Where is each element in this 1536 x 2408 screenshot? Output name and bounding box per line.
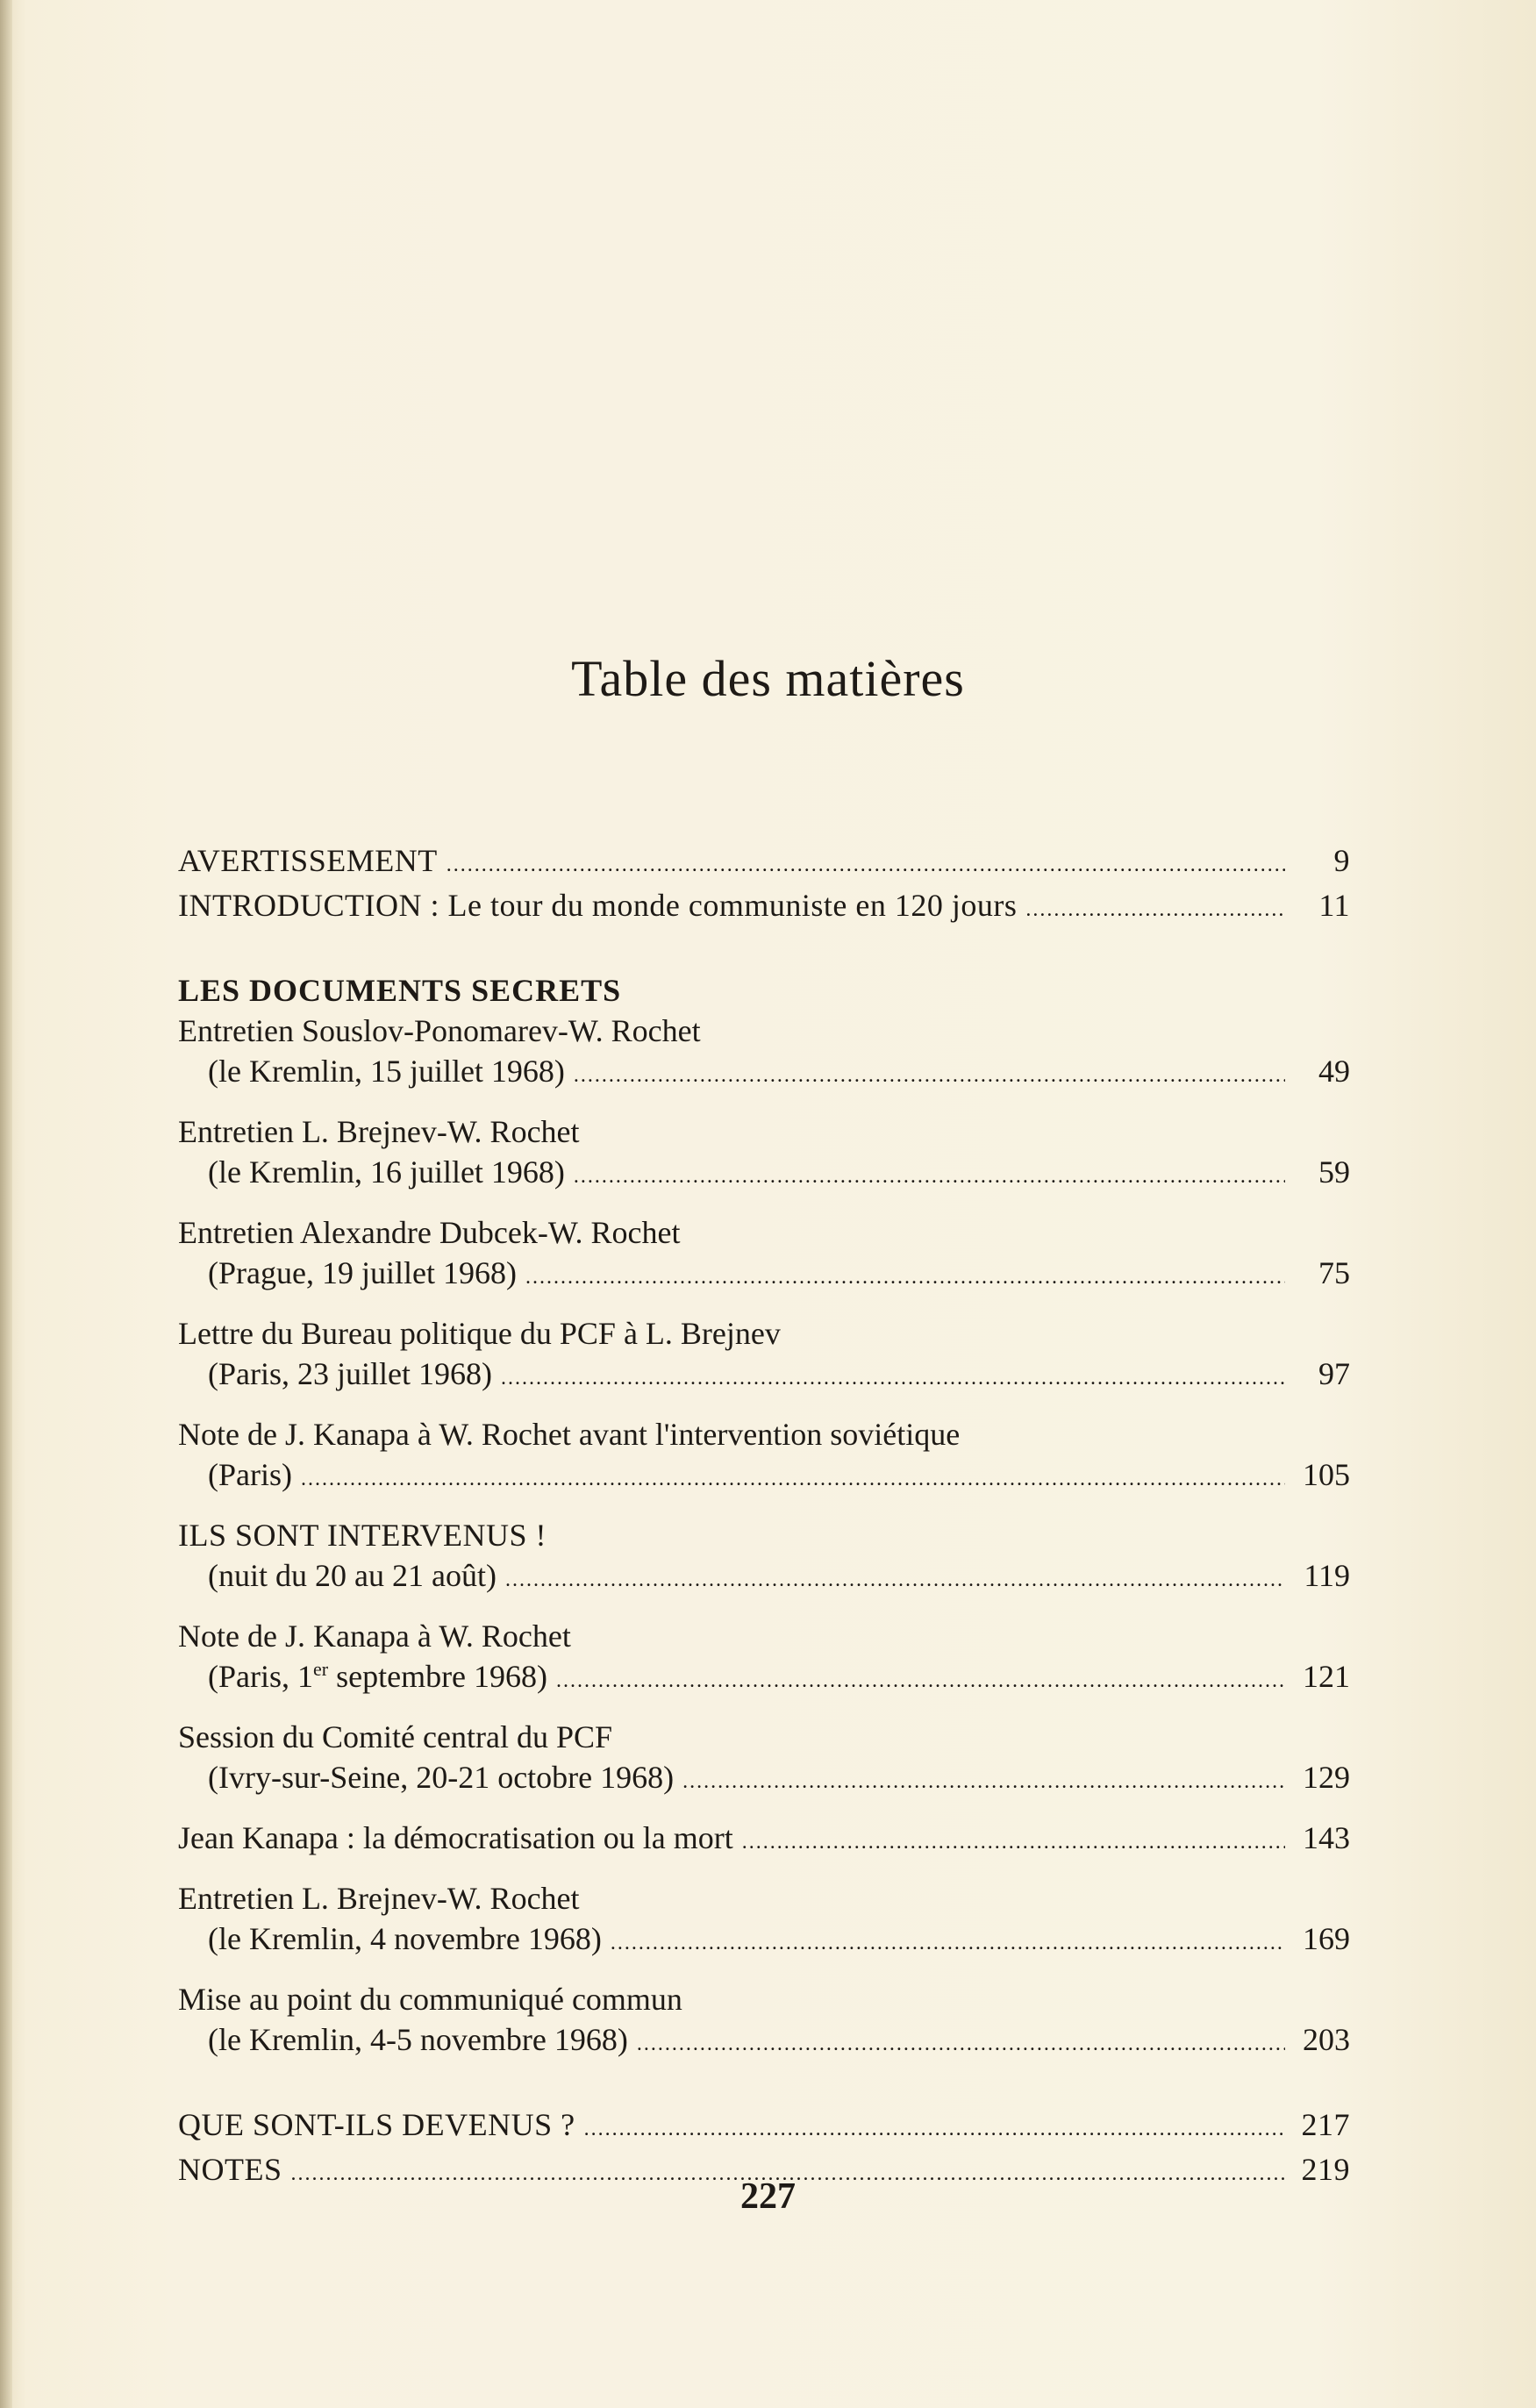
spacer [178,1802,1350,1818]
dot-leader [447,845,1285,885]
spacer [178,1398,1350,1414]
dot-leader [742,1822,1285,1862]
toc-entry [178,1354,1350,1398]
spacer [178,1499,1350,1515]
toc-label: NOTES [178,2152,282,2187]
toc-entry [178,1253,1350,1297]
ordinal-superscript: er [313,1658,329,1680]
toc-page-number: 105 [1303,1457,1350,1492]
toc-entry-subtitle: (Paris, 23 juillet 1968) [208,1356,492,1391]
toc-entry-subtitle: (Ivry-sur-Seine, 20-21 octobre 1968) [208,1760,675,1795]
toc-entry [178,2019,1350,2064]
toc-entry-title: Entretien L. Brejnev-W. Rochet [178,1114,580,1149]
toc-page-number: 169 [1303,1921,1350,1956]
spacer [178,930,1350,970]
toc-page-number: 59 [1318,1154,1350,1190]
toc-entry-title: Entretien Souslov-Ponomarev-W. Rochet [178,1013,701,1048]
toc-page-number: 97 [1318,1356,1350,1391]
toc-entry-title: Note de J. Kanapa à W. Rochet [178,1618,571,1654]
spacer [178,1701,1350,1717]
binding-edge [0,0,12,2408]
toc-entry-subtitle: (le Kremlin, 16 juillet 1968) [208,1154,565,1190]
toc-entry-subtitle: (nuit du 20 au 21 août) [208,1558,497,1593]
toc-entry-subtitle [178,1656,547,1697]
toc-entry-title: Lettre du Bureau politique du PCF à L. Brejnev [178,1316,781,1351]
toc-entry-title: Entretien L. Brejnev-W. Rochet [178,1881,580,1916]
page-title: Table des matières [571,650,965,707]
dot-leader [501,1358,1285,1398]
toc-page-number: 9 [1333,843,1350,878]
toc-page-number: 119 [1304,1558,1350,1593]
spacer [178,1297,1350,1313]
toc-entry-subtitle: (le Kremlin, 15 juillet 1968) [208,1054,565,1089]
dot-leader [556,1661,1285,1701]
toc-page-number: 121 [1303,1659,1350,1694]
dot-leader [1025,890,1285,930]
spacer [178,1096,1350,1111]
dot-leader [301,1459,1285,1499]
toc-entry [178,1454,1350,1499]
toc-entry-subtitle: (Prague, 19 juillet 1968) [208,1255,517,1290]
toc-entry-title: Entretien Alexandre Dubcek-W. Rochet [178,1215,681,1250]
toc-entry-avertissement [178,840,1350,885]
toc-entry [178,1919,1350,1963]
dot-leader [574,1156,1285,1197]
toc-page-number: 11 [1318,888,1350,923]
toc-entry [178,1818,1350,1862]
toc-page-number: 129 [1303,1760,1350,1795]
dot-leader [637,2024,1285,2064]
toc-entry [178,1555,1350,1600]
toc-page-number: 219 [1301,2152,1350,2187]
toc-entry [178,1757,1350,1802]
toc-page-number: 49 [1318,1054,1350,1089]
toc-page-number: 143 [1303,1820,1350,1855]
toc-page-number: 203 [1303,2022,1350,2057]
toc-entry-title: Session du Comité central du PCF [178,1719,612,1754]
dot-leader [584,2109,1285,2149]
toc-entry-title: Mise au point du communiqué commun [178,1982,682,2017]
toc-label: AVERTISSEMENT [178,843,438,878]
toc-entry-subtitle: (le Kremlin, 4 novembre 1968) [208,1921,602,1956]
toc-entry [178,1051,1350,1096]
toc-page-number: 217 [1301,2107,1350,2142]
dot-leader [505,1560,1285,1600]
toc-entry-title: ILS SONT INTERVENUS ! [178,1518,547,1553]
page-number: 227 [740,2176,796,2217]
toc-entry-subtitle: (Paris) [208,1457,292,1492]
spacer [178,1963,1350,1979]
toc-entry [178,1152,1350,1197]
toc-entry-title: Note de J. Kanapa à W. Rochet avant l'intervention soviétique [178,1417,961,1452]
toc-page-number: 75 [1318,1255,1350,1290]
dot-leader [525,1257,1285,1297]
spacer [178,1197,1350,1212]
toc-label: INTRODUCTION : Le tour du monde communiste en 120 jours [178,888,1018,923]
toc-entry-que-sont-ils-devenus [178,2104,1350,2149]
dot-leader [682,1761,1285,1802]
toc-label: Jean Kanapa : la démocratisation ou la mort [178,1820,733,1855]
toc-entry-subtitle: (le Kremlin, 4-5 novembre 1968) [208,2022,628,2057]
toc-label: QUE SONT-ILS DEVENUS ? [178,2107,575,2142]
subtitle-part: septembre 1968) [328,1659,548,1694]
toc-entry-introduction [178,885,1350,930]
subtitle-part: (Paris, 1 [208,1659,313,1694]
dot-leader [611,1923,1285,1963]
section-heading: LES DOCUMENTS SECRETS [178,973,622,1008]
dot-leader [574,1055,1285,1096]
toc-entry [178,1656,1350,1701]
spacer [178,1600,1350,1616]
spacer [178,2064,1350,2104]
spacer [178,1862,1350,1878]
table-of-contents [178,840,1350,2194]
